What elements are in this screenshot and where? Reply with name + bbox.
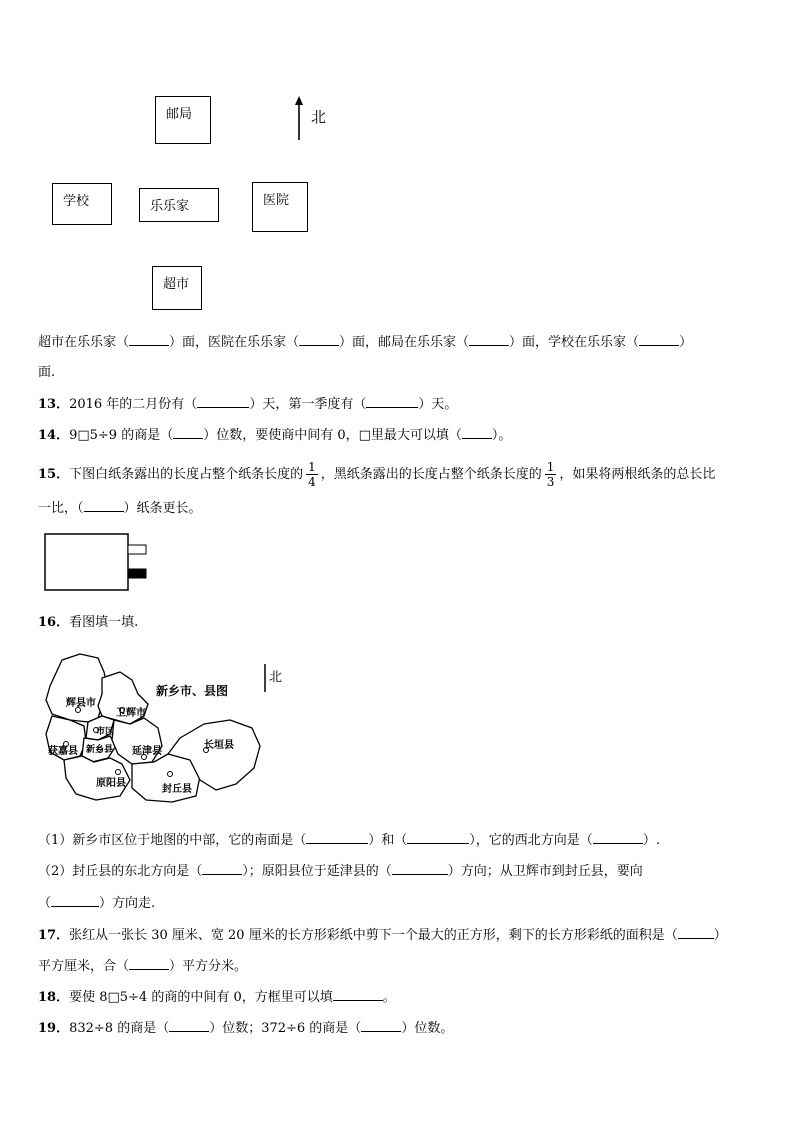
answer-blank[interactable] [197,395,249,408]
answer-blank[interactable] [639,333,679,346]
map-north-label: 北 [269,670,283,685]
fraction-one-quarter: $\frac{1}{4}$ [308,460,316,489]
answer-blank[interactable] [169,1019,209,1032]
answer-blank[interactable] [593,831,643,844]
answer-blank[interactable] [84,499,124,512]
question-19: 19．832÷8 的商是（ ）位数；372÷6 的商是（ ）位数。 [38,1021,454,1036]
question-16-sub2-line2: （ ）方向走. [38,896,156,911]
q12-line1: 超市在乐乐家（ ）面，医院在乐乐家（ ）面，邮局在乐乐家（ ）面，学校在乐乐家（ ） [38,335,693,350]
north-arrow-icon [292,96,306,142]
answer-blank[interactable] [173,426,203,439]
question-14: 14．9□5÷9 的商是（ ）位数，要使商中间有 0，□里最大可以填（ ）。 [38,428,512,443]
q12-line2: 面. [38,365,56,380]
answer-blank[interactable] [129,957,169,970]
answer-blank[interactable] [306,831,368,844]
map-label-yanjin: 延津县 [132,746,162,757]
map-north-indicator-icon [262,664,268,692]
map-title: 新乡市、县图 [156,684,229,698]
north-label: 北 [311,108,327,126]
question-15-line1: 15．下图白纸条露出的长度占整个纸条长度的 $\frac{1}{4}$ ，黑纸条露出的长度占整个纸条长度的 $\frac{1}{3}$ ，如果将两根纸条的总长比 [38,460,716,489]
map-label-city-center: 市区 [96,727,115,737]
answer-blank[interactable] [129,333,169,346]
map-label-huojia: 获嘉县 [48,746,78,757]
answer-blank[interactable] [299,333,339,346]
question-17-line1: 17．张红从一张长 30 厘米、宽 20 厘米的长方形彩纸中剪下一个最大的正方形，剩下的长方形彩纸的面积是（ ） [38,928,727,943]
map-label-weihui: 卫辉市 [116,708,146,719]
question-16-sub1: （1）新乡市区位于地图的中部，它的南面是（ ）和（ ），它的西北方向是（ ）. [38,833,660,848]
answer-blank[interactable] [51,894,99,907]
question-13: 13．2016 年的二月份有（ ）天，第一季度有（ ）天。 [38,397,458,412]
question-17-line2: 平方厘米，合（ ）平方分米。 [38,959,248,974]
map-label-xinxiang-county: 新乡县 [86,745,114,755]
question-16: 16．看图填一填. [38,615,139,630]
question-15-line2: 一比，（ ）纸条更长。 [38,501,202,516]
xinxiang-map [40,650,283,805]
answer-blank[interactable] [462,426,492,439]
answer-blank[interactable] [678,926,714,939]
map-label-huixian: 辉县市 [66,698,96,709]
answer-blank[interactable] [361,1019,401,1032]
answer-blank[interactable] [407,831,469,844]
hospital-box: 医院 [252,182,308,232]
lele-home-box: 乐乐家 [139,188,219,222]
post-office-box: 邮局 [155,96,211,144]
supermarket-box: 超市 [152,266,202,310]
question-18: 18．要使 8□5÷4 的商的中间有 0，方框里可以填 。 [38,990,396,1005]
map-label-yuanyang: 原阳县 [96,778,126,789]
question-16-sub2-line1: （2）封丘县的东北方向是（ ）；原阳县位于延津县的（ ）方向；从卫辉市到封丘县，要向 [38,864,643,879]
county-map-outline [40,650,283,805]
answer-blank[interactable] [366,395,418,408]
map-label-fengqiu: 封丘县 [162,784,192,795]
answer-blank[interactable] [392,862,448,875]
answer-blank[interactable] [333,988,383,1001]
answer-blank[interactable] [469,333,509,346]
fraction-one-third: $\frac{1}{3}$ [546,460,555,489]
map-label-changyuan: 长垣县 [204,740,234,751]
paper-strips-figure [44,533,152,593]
school-box: 学校 [52,183,112,225]
answer-blank[interactable] [202,862,242,875]
